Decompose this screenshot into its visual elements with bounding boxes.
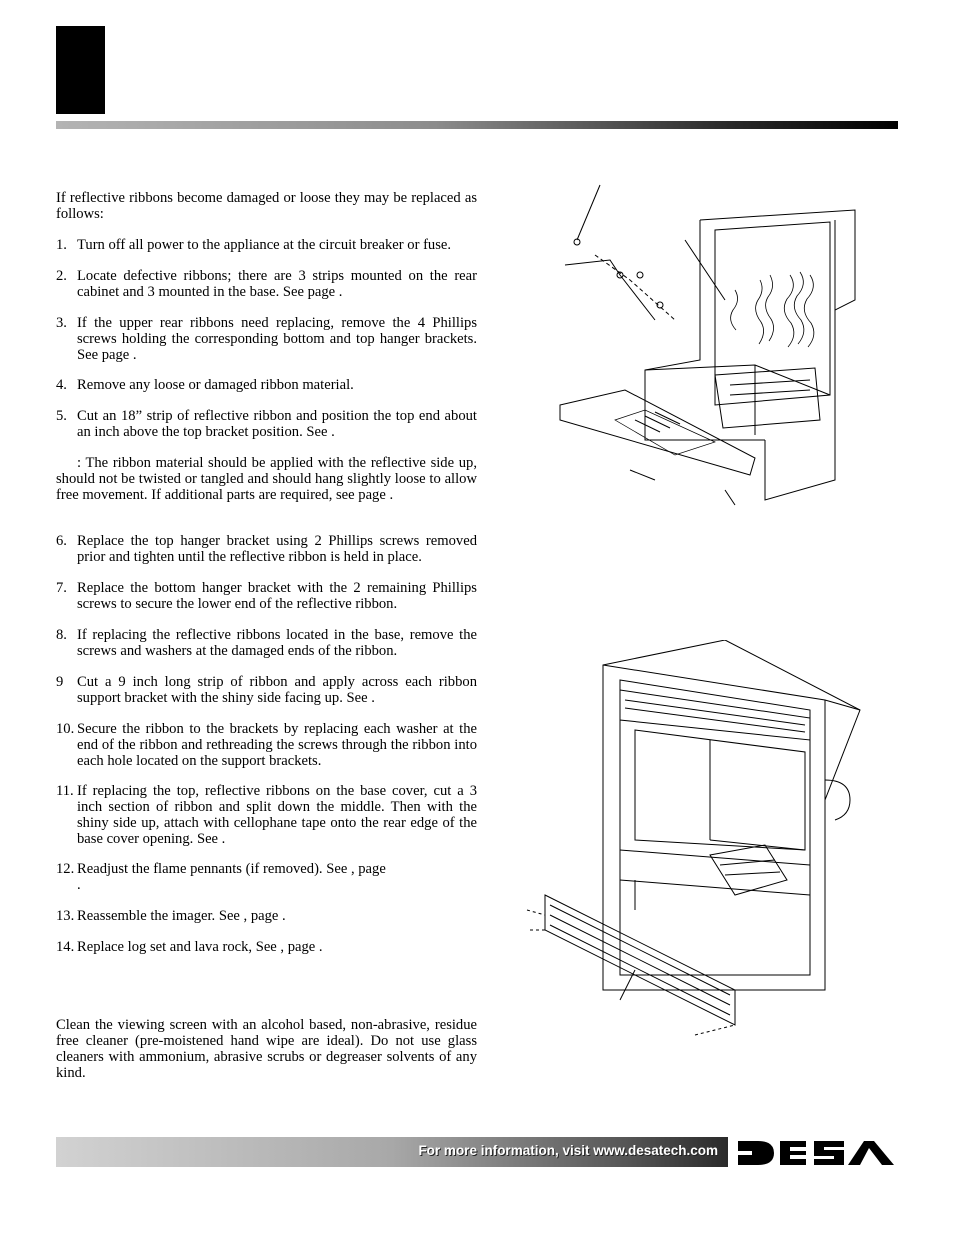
step-10: 10. Secure the ribbon to the brackets by replacing each washer at the end of the ribbon and rethreading the screws through the ribbon into each hole located on the support brackets. bbox=[56, 721, 477, 769]
step-11: 11. If replacing the top, reflective ribbons on the base cover, cut a 3 inch section of ribbon and split down the middle. Then with the shiny side up, attach with cellophane tape onto the rear edge of the base cover opening. See . bbox=[56, 783, 477, 847]
step-5: 5. Cut an 18” strip of reflective ribbon and position the top end about an inch above the top bracket position. See . bbox=[56, 408, 477, 440]
step-3: 3. If the upper rear ribbons need replacing, remove the 4 Phillips screws holding the corresponding bottom and top hanger brackets. See page . bbox=[56, 315, 477, 363]
step-13: 13. Reassemble the imager. See , page . bbox=[56, 908, 286, 924]
cleaning-paragraph: Clean the viewing screen with an alcohol based, non-abrasive, residue free cleaner (pre-moistened hand wipe are ideal). Do not use glass cleaners with ammonium, abrasive scrubs or degreaser solvents of any kind. bbox=[56, 1017, 477, 1081]
footer-website-text: For more information, visit www.desatech.com bbox=[418, 1143, 718, 1158]
ribbon-replacement-illustration bbox=[555, 180, 865, 510]
instruction-column bbox=[56, 0, 477, 1100]
step-6: 6. Replace the top hanger bracket using 2 Phillips screws removed prior and tighten until the reflective ribbon is held in place. bbox=[56, 533, 477, 565]
intro-paragraph: If reflective ribbons become damaged or loose they may be replaced as follows: bbox=[56, 190, 477, 222]
step-12: 12. Readjust the flame pennants (if removed). See , page . bbox=[56, 861, 386, 893]
step-14: 14. Replace log set and lava rock, See , page . bbox=[56, 939, 323, 955]
desa-logo bbox=[736, 1137, 896, 1169]
step-2: 2. Locate defective ribbons; there are 3 strips mounted on the rear cabinet and 3 mounted in the base. See page . bbox=[56, 268, 477, 300]
step-4: 4. Remove any loose or damaged ribbon material. bbox=[56, 377, 354, 393]
step-1: 1. Turn off all power to the appliance at the circuit breaker or fuse. bbox=[56, 237, 452, 253]
step-8: 8. If replacing the reflective ribbons located in the base, remove the screws and washers at the damaged ends of the ribbon. bbox=[56, 627, 477, 659]
footer-bar bbox=[56, 1137, 728, 1167]
step-7: 7. Replace the bottom hanger bracket with the 2 remaining Phillips screws to secure the lower end of the reflective ribbon. bbox=[56, 580, 477, 612]
viewing-screen-illustration bbox=[525, 640, 865, 1040]
step-9: 9 Cut a 9 inch long strip of ribbon and apply across each ribbon support bracket with the shiny side facing up. See . bbox=[56, 674, 477, 706]
note-paragraph: : The ribbon material should be applied with the reflective side up, should not be twisted or tangled and should hang slightly loose to allow free movement. If additional parts are required, see page . bbox=[56, 455, 477, 503]
